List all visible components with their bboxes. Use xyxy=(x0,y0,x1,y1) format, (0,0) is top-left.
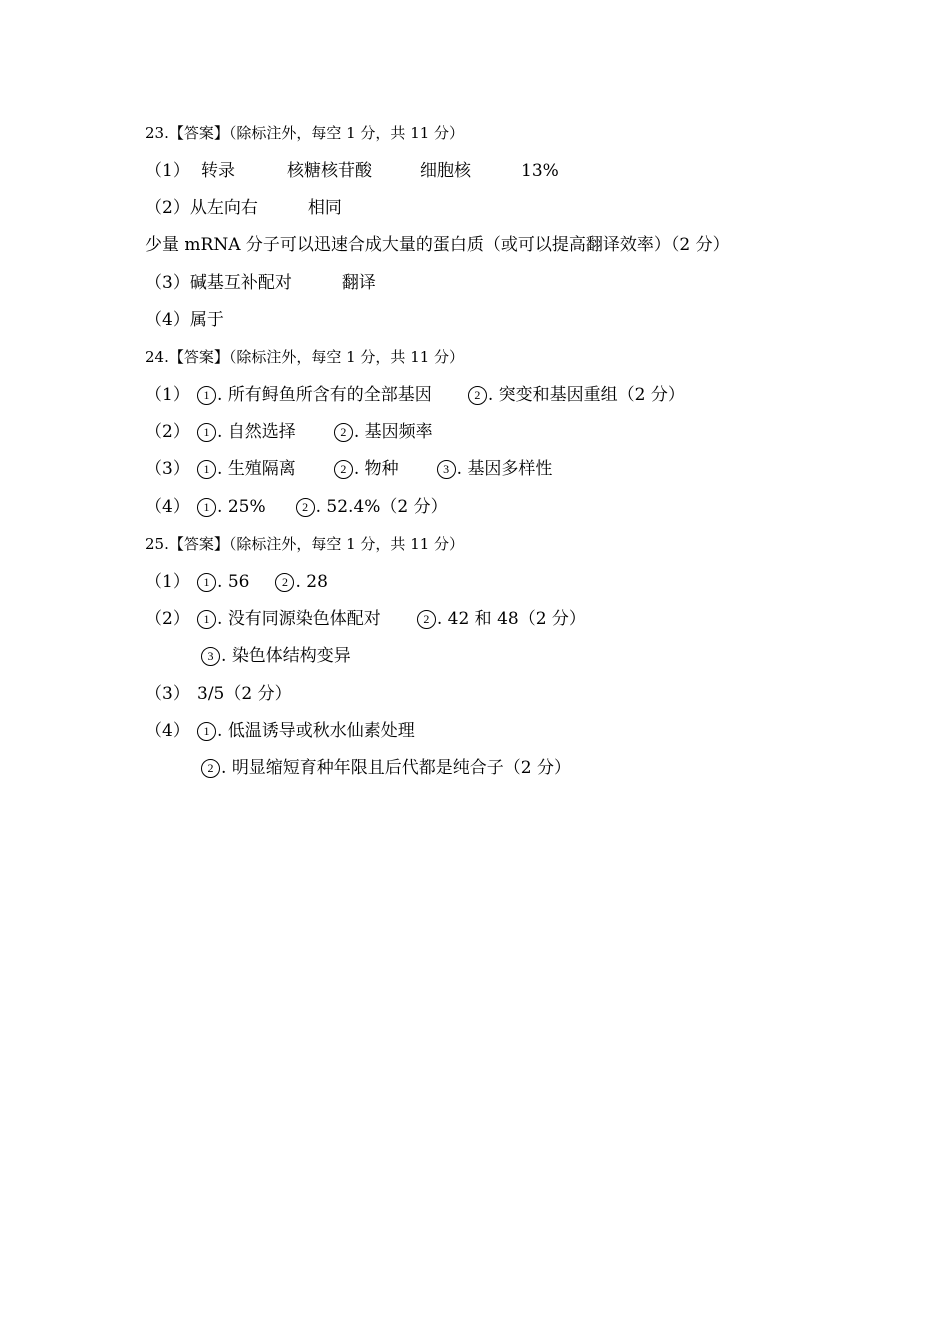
q23-part1-answer: 核糖核苷酸 xyxy=(287,161,372,181)
q23-header: 23.【答案】（除标注外，每空 1 分，共 11 分） xyxy=(145,124,465,142)
q24-part2-answer: 自然选择 xyxy=(227,422,296,442)
q23-part2-answer: 相同 xyxy=(307,198,342,218)
circled-number-icon: 2 xyxy=(468,386,487,405)
q23-part2-answer: 从左向右 xyxy=(189,198,258,218)
q23-part4-label: （4） xyxy=(145,310,190,330)
q23-part1-answer: 13% xyxy=(521,161,559,181)
q23-part3-answer: 碱基互补配对 xyxy=(189,273,292,293)
q25-part2-answer: 42 和 48（2 分） xyxy=(447,609,586,629)
circled-number-icon: 1 xyxy=(197,386,216,405)
q23-part3-label: （3） xyxy=(145,273,190,293)
q25-part2: （2） 1 . 没有同源染色体配对 2 . 42 和 48（2 分） xyxy=(145,604,616,634)
q24-part3: （3） 1 . 生殖隔离 2 . 物种 3 . 基因多样性 xyxy=(145,454,582,484)
q25-part4: （4） 1 . 低温诱导或秋水仙素处理 xyxy=(145,716,415,746)
q24-part2: （2） 1 . 自然选择 2 . 基因频率 xyxy=(145,417,463,447)
q23-part2 xyxy=(145,193,372,223)
circled-number-icon: 1 xyxy=(197,460,216,479)
q23-part3 xyxy=(145,268,406,298)
q25-part2-continued: 3 . 染色体结构变异 xyxy=(201,641,351,671)
q25-part1-answer: 56 xyxy=(227,572,250,592)
q23-part1 xyxy=(145,156,589,186)
circled-number-icon: 1 xyxy=(197,498,216,517)
q24-part3-answer: 生殖隔离 xyxy=(227,459,296,479)
q23-part3-answer: 翻译 xyxy=(341,273,376,293)
q24-part1-answer: 所有鲟鱼所含有的全部基因 xyxy=(227,385,432,405)
q23-part1-label: （1） xyxy=(145,161,190,181)
circled-number-icon: 2 xyxy=(296,498,315,517)
circled-number-icon: 1 xyxy=(197,423,216,442)
q23-part1-answer: 转录 xyxy=(201,161,235,181)
q24-part2-label: （2） xyxy=(145,422,190,442)
q25-part2-answer: 没有同源染色体配对 xyxy=(227,609,381,629)
q24-header: 24.【答案】（除标注外，每空 1 分，共 11 分） xyxy=(145,348,465,366)
circled-number-icon: 2 xyxy=(334,423,353,442)
q25-part2-label: （2） xyxy=(145,609,190,629)
circled-number-icon: 1 xyxy=(197,610,216,629)
circled-number-icon: 2 xyxy=(201,759,220,778)
circled-number-icon: 2 xyxy=(275,573,294,592)
q24-part4-answer: 52.4%（2 分） xyxy=(326,497,448,517)
circled-number-icon: 3 xyxy=(437,460,456,479)
circled-number-icon: 3 xyxy=(201,647,220,666)
q24-part2-answer: 基因频率 xyxy=(364,422,433,442)
q23-part1-answer: 细胞核 xyxy=(420,161,471,181)
q25-part3-answer: 3/5（2 分） xyxy=(197,684,292,704)
q23-part2-label: （2） xyxy=(145,198,190,218)
q23-part4 xyxy=(145,305,224,335)
q24-part1-answer: 突变和基因重组（2 分） xyxy=(498,385,685,405)
q24-part1-label: （1） xyxy=(145,385,190,405)
q24-part4: （4） 1 . 25% 2 . 52.4%（2 分） xyxy=(145,492,478,522)
q25-part4-continued: 2 . 明显缩短育种年限且后代都是纯合子（2 分） xyxy=(201,753,571,783)
q24-part3-answer: 物种 xyxy=(364,459,399,479)
q23-part4-answer: 属于 xyxy=(189,310,224,330)
q25-part2-answer: 染色体结构变异 xyxy=(231,646,351,666)
circled-number-icon: 2 xyxy=(417,610,436,629)
q24-part4-answer: 25% xyxy=(227,497,266,517)
q24-part4-label: （4） xyxy=(145,497,190,517)
q25-part1-answer: 28 xyxy=(306,572,328,592)
q24-part3-label: （3） xyxy=(145,459,190,479)
q24-part1: （1） 1 . 所有鲟鱼所含有的全部基因 2 . 突变和基因重组（2 分） xyxy=(145,380,715,410)
q25-part4-answer: 低温诱导或秋水仙素处理 xyxy=(227,721,415,741)
q23-part2-explanation: 少量 mRNA 分子可以迅速合成大量的蛋白质（或可以提高翻译效率）（2 分） xyxy=(145,235,730,255)
q25-part4-label: （4） xyxy=(145,721,190,741)
q25-part1: （1） 1 . 56 2 . 28 xyxy=(145,567,358,597)
circled-number-icon: 1 xyxy=(197,573,216,592)
q25-part3 xyxy=(145,679,292,709)
q25-header: 25.【答案】（除标注外，每空 1 分，共 11 分） xyxy=(145,535,465,553)
circled-number-icon: 2 xyxy=(334,460,353,479)
q25-part4-answer: 明显缩短育种年限且后代都是纯合子（2 分） xyxy=(231,758,572,778)
q25-part1-label: （1） xyxy=(145,572,190,592)
q25-part3-label: （3） xyxy=(145,684,190,704)
circled-number-icon: 1 xyxy=(197,722,216,741)
q24-part3-answer: 基因多样性 xyxy=(467,459,553,479)
